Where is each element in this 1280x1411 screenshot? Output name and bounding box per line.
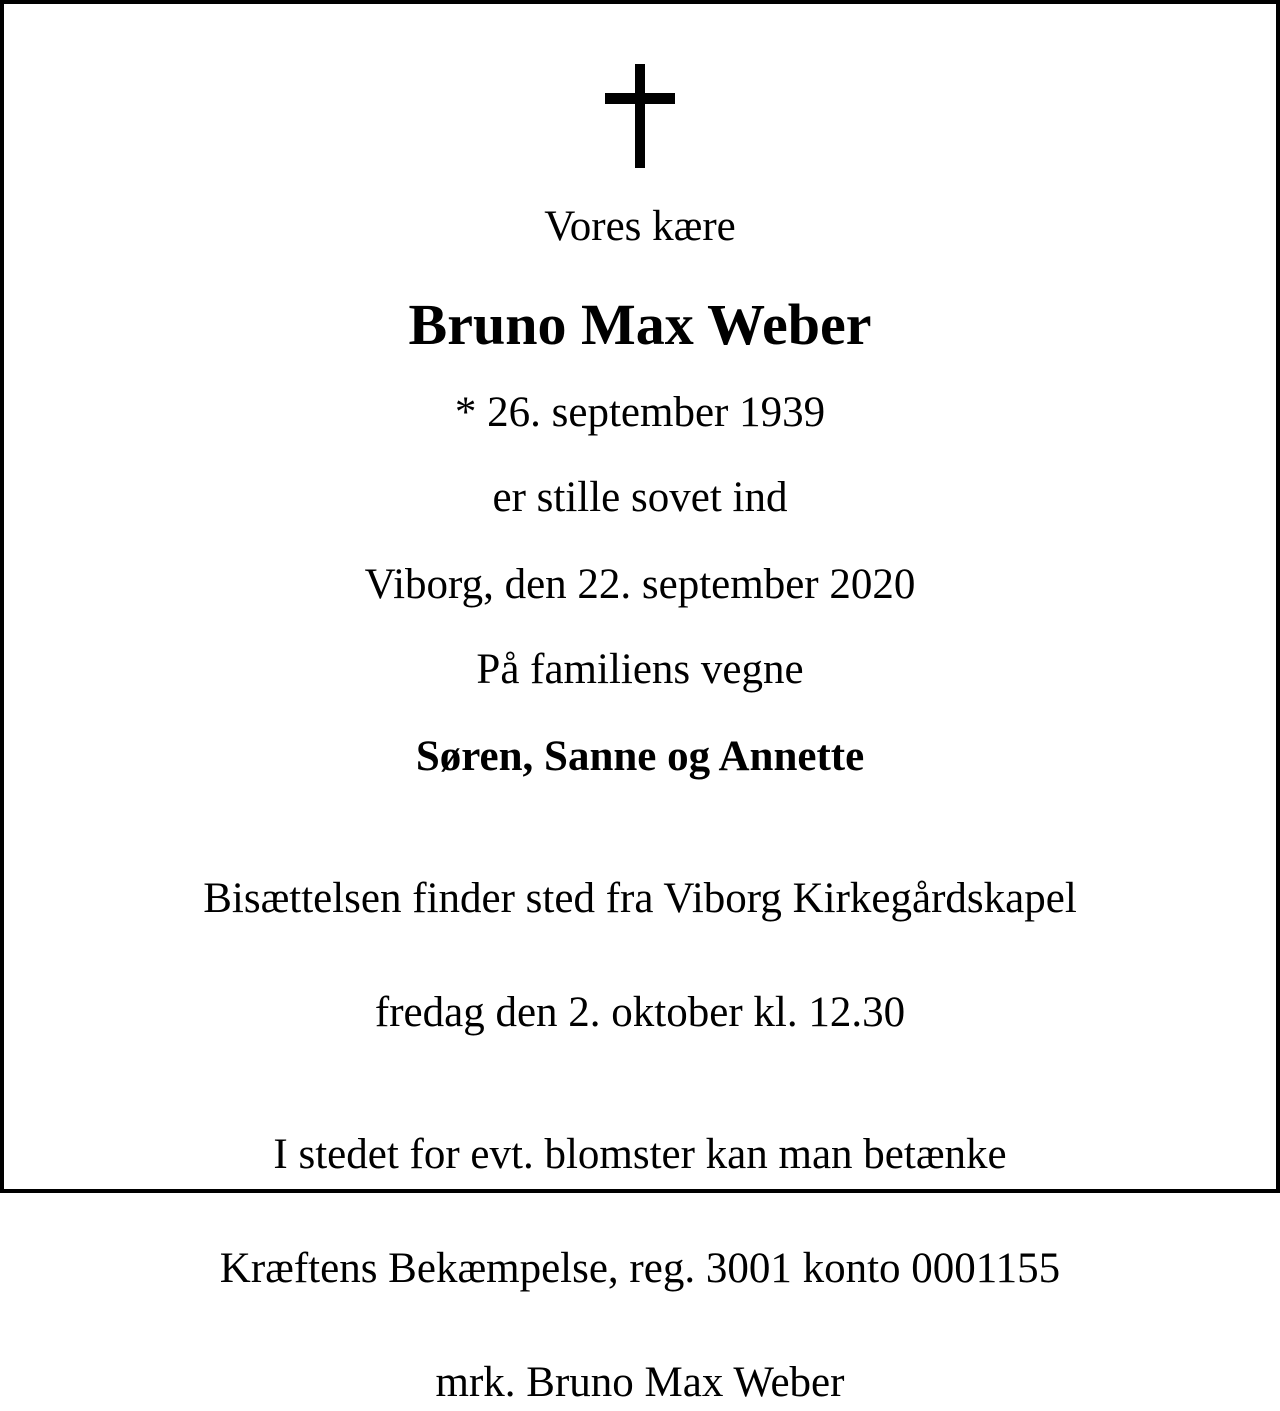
on-behalf-line: På familiens vegne <box>476 646 804 693</box>
cross-icon <box>4 64 1276 168</box>
donation-line-2: Kræftens Bekæmpelse, reg. 3001 konto 0001155 <box>219 1245 1061 1292</box>
donation-line-1: I stedet for evt. blomster kan man betænke <box>273 1131 1007 1178</box>
intro-line: Vores kære <box>544 203 736 250</box>
passing-line: er stille sovet ind <box>492 474 788 521</box>
family-names-line: Søren, Sanne og Annette <box>415 733 865 780</box>
ceremony-paragraph <box>65 813 1215 1041</box>
ceremony-line-2: fredag den 2. oktober kl. 12.30 <box>374 989 906 1036</box>
place-date-line: Viborg, den 22. september 2020 <box>364 561 916 608</box>
ceremony-line-1: Bisættelsen finder sted fra Viborg Kirkegårdskapel <box>203 875 1077 922</box>
donation-paragraph <box>65 1069 1215 1411</box>
donation-line-3: mrk. Bruno Max Weber <box>435 1359 845 1406</box>
birth-date-line: * 26. september 1939 <box>454 389 826 436</box>
deceased-name: Bruno Max Weber <box>408 292 872 357</box>
